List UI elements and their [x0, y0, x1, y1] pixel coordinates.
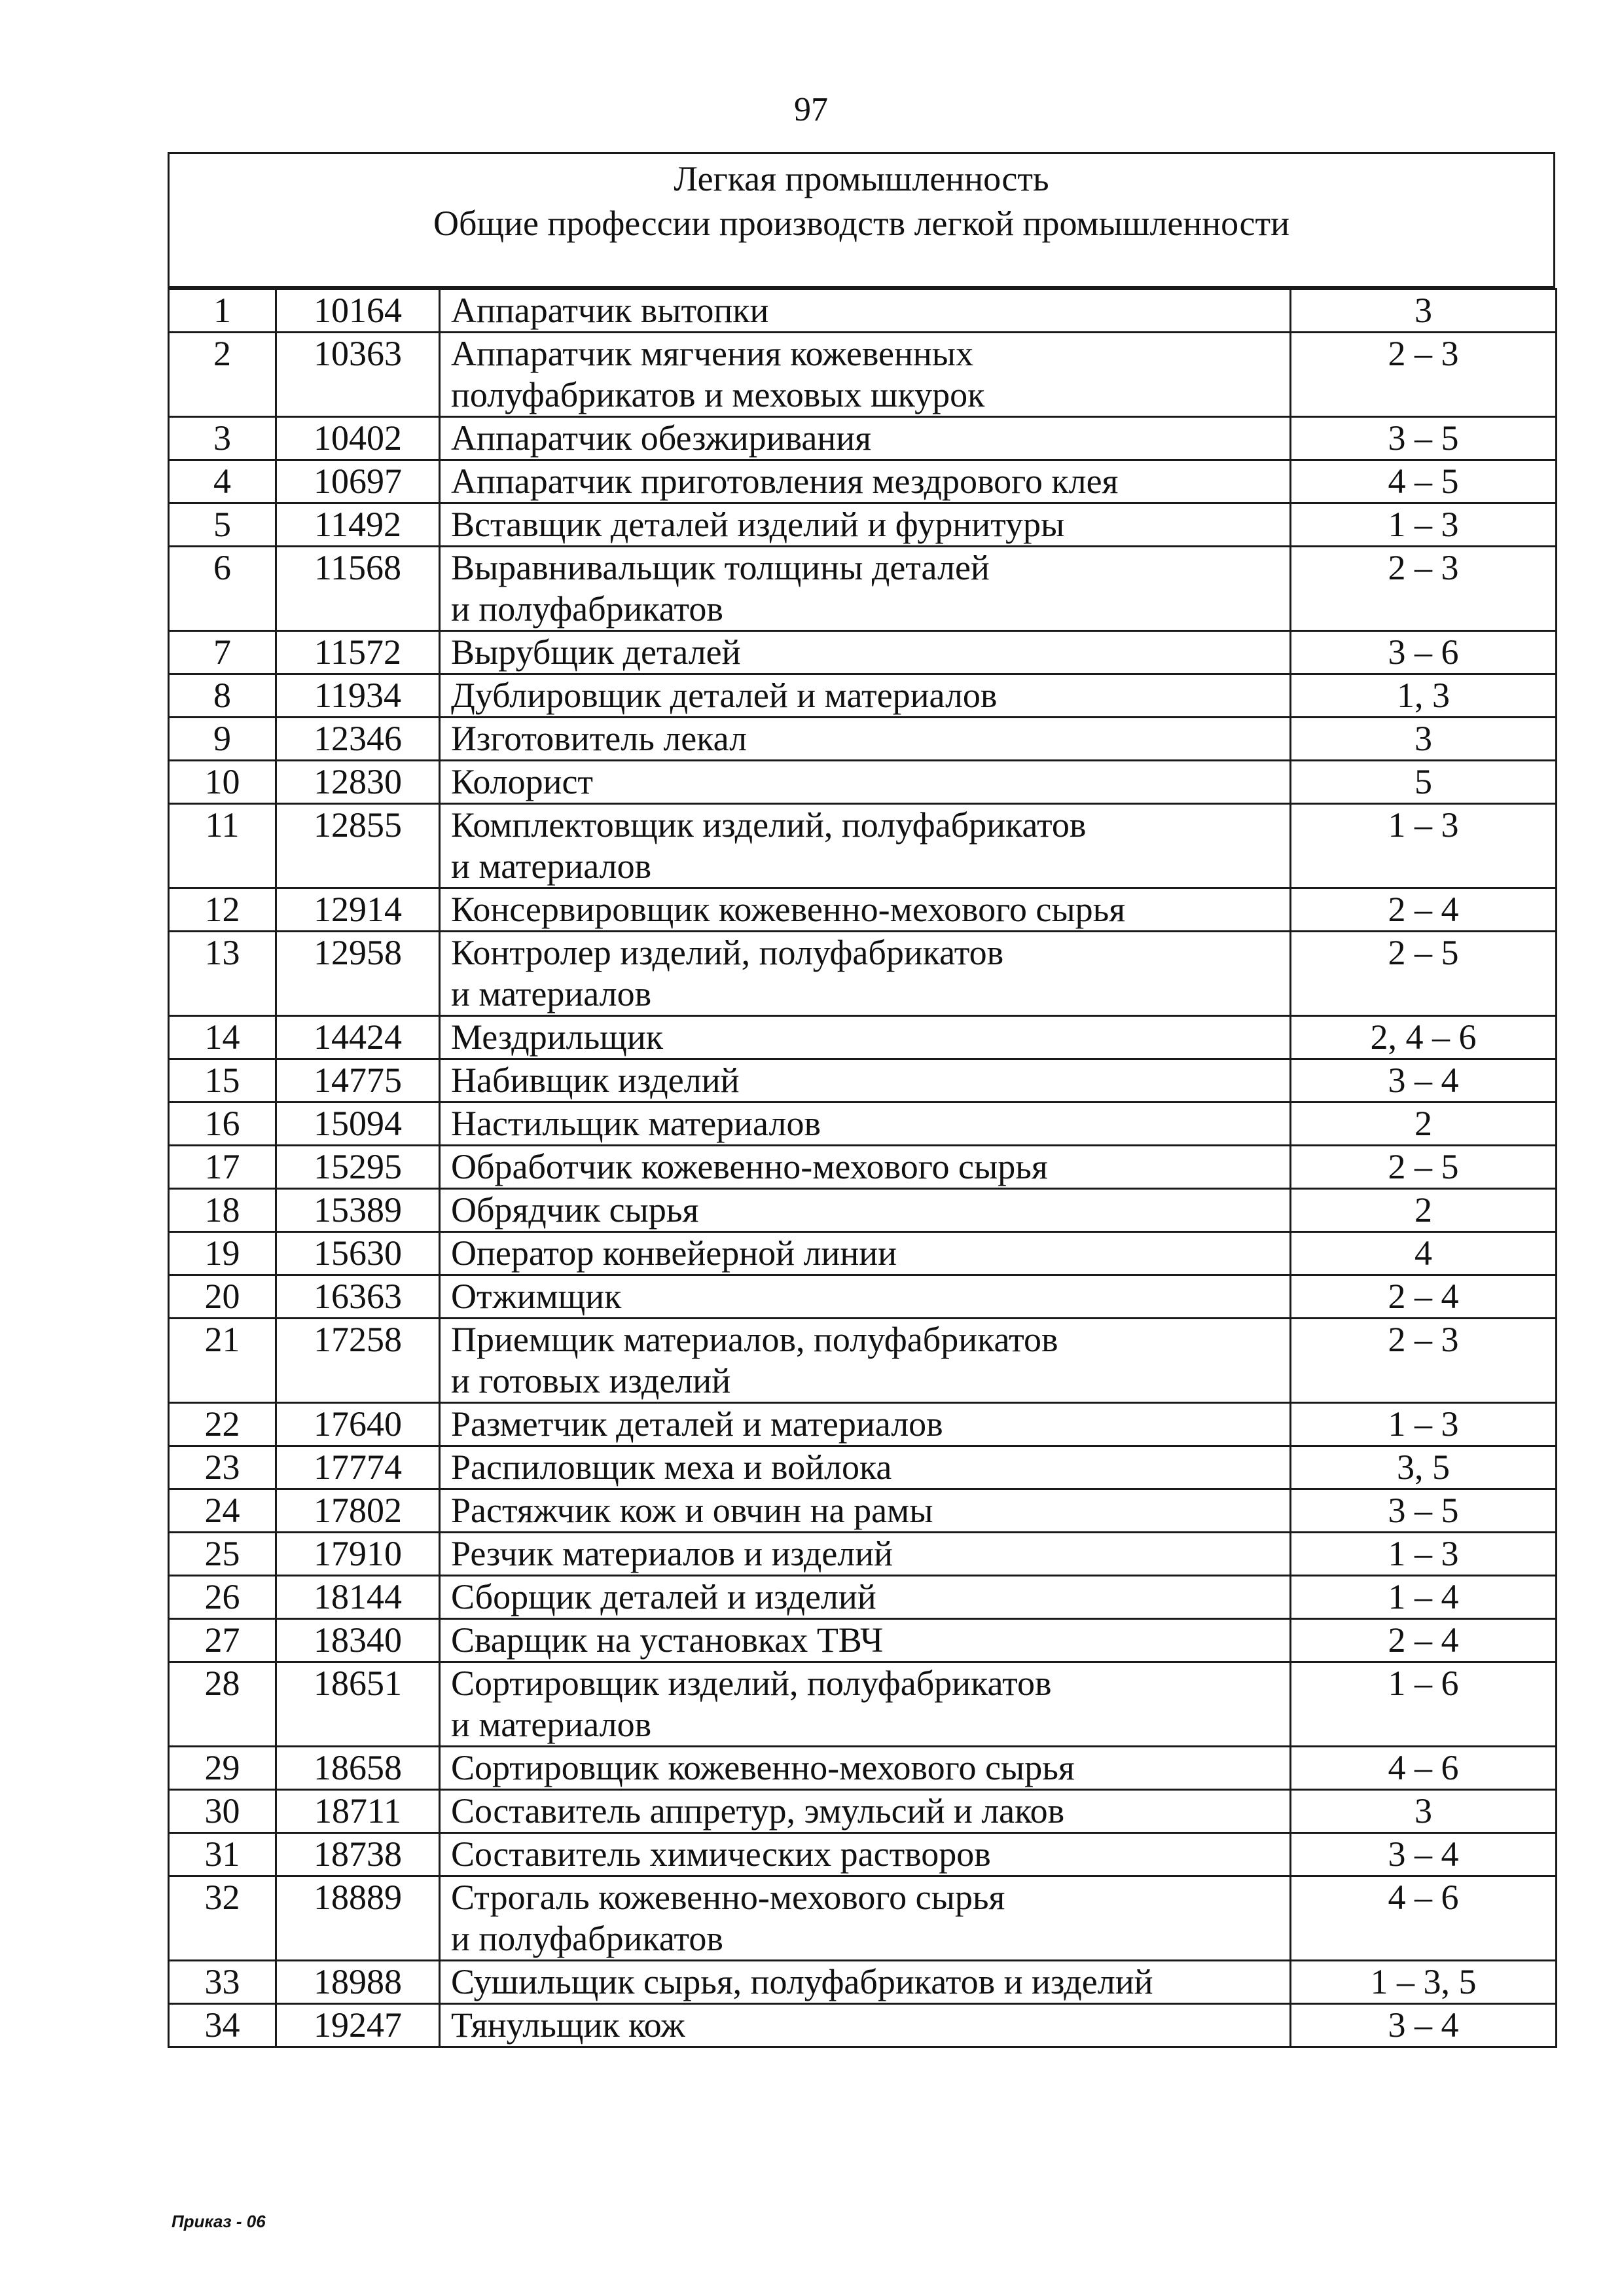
page-number: 97 — [794, 91, 828, 128]
profession-name-line: Обработчик кожевенно-мехового сырья — [451, 1147, 1048, 1186]
profession-name-line: Составитель аппретур, эмульсий и лаков — [451, 1791, 1065, 1831]
profession-name — [440, 417, 1291, 460]
table-row — [169, 503, 1557, 547]
profession-code: 16363 — [276, 1275, 440, 1319]
grade-range: 1 – 3 — [1291, 1533, 1557, 1576]
grade-range: 3 — [1291, 1790, 1557, 1833]
grade-range: 3 – 5 — [1291, 1489, 1557, 1533]
table-row — [169, 1662, 1557, 1747]
profession-name — [440, 503, 1291, 547]
profession-name — [440, 1790, 1291, 1833]
profession-name-line: Вырубщик деталей — [451, 632, 741, 672]
profession-name — [440, 1662, 1291, 1747]
profession-name — [440, 1016, 1291, 1059]
grade-range: 4 – 6 — [1291, 1876, 1557, 1961]
profession-name-line: Выравнивальщик толщины деталей — [451, 548, 990, 587]
grade-range: 2 – 5 — [1291, 1146, 1557, 1189]
profession-name-line: Приемщик материалов, полуфабрикатов — [451, 1320, 1058, 1359]
table-row — [169, 1489, 1557, 1533]
profession-name-line: Растяжчик кож и овчин на рамы — [451, 1491, 933, 1530]
profession-code: 11934 — [276, 674, 440, 718]
grade-range: 2 — [1291, 1189, 1557, 1232]
table-row — [169, 460, 1557, 503]
profession-code: 18738 — [276, 1833, 440, 1876]
table-row — [169, 674, 1557, 718]
profession-name-line: Резчик материалов и изделий — [451, 1534, 893, 1573]
row-number: 13 — [169, 932, 276, 1016]
table-row — [169, 888, 1557, 932]
profession-name — [440, 1576, 1291, 1619]
profession-name-line: Сушильщик сырья, полуфабрикатов и изделий — [451, 1962, 1153, 2001]
profession-name-line: Отжимщик — [451, 1277, 622, 1316]
profession-code: 15630 — [276, 1232, 440, 1275]
profession-code: 10363 — [276, 333, 440, 417]
profession-name — [440, 932, 1291, 1016]
profession-code: 18340 — [276, 1619, 440, 1662]
profession-code: 17802 — [276, 1489, 440, 1533]
section-title: Легкая промышленность — [674, 159, 1049, 198]
row-number: 15 — [169, 1059, 276, 1102]
profession-name-line: Мездрильщик — [451, 1017, 663, 1057]
grade-range: 2, 4 – 6 — [1291, 1016, 1557, 1059]
row-number: 5 — [169, 503, 276, 547]
profession-name-line: и материалов — [451, 1705, 652, 1744]
section-subtitle: Общие профессии производств легкой промышленности — [433, 204, 1289, 243]
grade-range: 4 — [1291, 1232, 1557, 1275]
grade-range: 4 – 6 — [1291, 1747, 1557, 1790]
row-number: 23 — [169, 1446, 276, 1489]
row-number: 29 — [169, 1747, 276, 1790]
profession-name — [440, 1619, 1291, 1662]
profession-name-line: и полуфабрикатов — [451, 1919, 723, 1958]
table-row — [169, 932, 1557, 1016]
profession-name-line: Контролер изделий, полуфабрикатов — [451, 933, 1004, 972]
table-row — [169, 1232, 1557, 1275]
grade-range: 3, 5 — [1291, 1446, 1557, 1489]
grade-range: 2 – 4 — [1291, 1275, 1557, 1319]
profession-code: 12958 — [276, 932, 440, 1016]
grade-range: 1 – 3 — [1291, 804, 1557, 888]
row-number: 6 — [169, 547, 276, 631]
grade-range: 1 – 3, 5 — [1291, 1961, 1557, 2004]
row-number: 2 — [169, 333, 276, 417]
profession-name-line: и материалов — [451, 847, 652, 886]
table-row — [169, 1189, 1557, 1232]
profession-name — [440, 1319, 1291, 1403]
profession-name — [440, 1059, 1291, 1102]
table-row — [169, 718, 1557, 761]
profession-code: 15295 — [276, 1146, 440, 1189]
table-row — [169, 1102, 1557, 1146]
profession-name-line: Сортировщик изделий, полуфабрикатов — [451, 1664, 1052, 1703]
profession-name — [440, 1275, 1291, 1319]
professions-table-body — [169, 289, 1557, 2047]
grade-range: 2 – 3 — [1291, 1319, 1557, 1403]
profession-code: 17910 — [276, 1533, 440, 1576]
grade-range: 5 — [1291, 761, 1557, 804]
profession-name-line: Составитель химических растворов — [451, 1834, 991, 1874]
table-row — [169, 289, 1557, 333]
row-number: 19 — [169, 1232, 276, 1275]
professions-table — [168, 288, 1557, 2048]
profession-name — [440, 547, 1291, 631]
profession-name — [440, 1146, 1291, 1189]
profession-name — [440, 631, 1291, 674]
profession-name-line: Аппаратчик вытопки — [451, 291, 769, 330]
profession-name-line: Сортировщик кожевенно-мехового сырья — [451, 1748, 1075, 1787]
profession-name-line: Сварщик на установках ТВЧ — [451, 1620, 884, 1660]
profession-name-line: Аппаратчик мягчения кожевенных — [451, 334, 974, 373]
profession-name — [440, 1747, 1291, 1790]
profession-name-line: Дублировщик деталей и материалов — [451, 676, 998, 715]
row-number: 28 — [169, 1662, 276, 1747]
table-row — [169, 1146, 1557, 1189]
grade-range: 2 — [1291, 1102, 1557, 1146]
grade-range: 3 – 6 — [1291, 631, 1557, 674]
profession-name — [440, 761, 1291, 804]
profession-name-line: Тянульщик кож — [451, 2005, 685, 2045]
table-row — [169, 1747, 1557, 1790]
profession-name — [440, 718, 1291, 761]
profession-code: 14424 — [276, 1016, 440, 1059]
profession-code: 14775 — [276, 1059, 440, 1102]
row-number: 1 — [169, 289, 276, 333]
table-row — [169, 804, 1557, 888]
profession-code: 17774 — [276, 1446, 440, 1489]
row-number: 7 — [169, 631, 276, 674]
row-number: 9 — [169, 718, 276, 761]
profession-code: 11568 — [276, 547, 440, 631]
profession-code: 18651 — [276, 1662, 440, 1747]
profession-code: 10164 — [276, 289, 440, 333]
profession-name-line: Аппаратчик приготовления мездрового клея — [451, 462, 1119, 501]
row-number: 34 — [169, 2004, 276, 2047]
table-row — [169, 1446, 1557, 1489]
profession-name — [440, 1189, 1291, 1232]
grade-range: 1 – 6 — [1291, 1662, 1557, 1747]
row-number: 33 — [169, 1961, 276, 2004]
table-row — [169, 1619, 1557, 1662]
grade-range: 3 – 4 — [1291, 1059, 1557, 1102]
profession-code: 18711 — [276, 1790, 440, 1833]
profession-code: 15094 — [276, 1102, 440, 1146]
grade-range: 3 — [1291, 718, 1557, 761]
row-number: 3 — [169, 417, 276, 460]
profession-name-line: Сборщик деталей и изделий — [451, 1577, 876, 1616]
profession-code: 18658 — [276, 1747, 440, 1790]
profession-name-line: Оператор конвейерной линии — [451, 1233, 897, 1273]
row-number: 17 — [169, 1146, 276, 1189]
table-row — [169, 1275, 1557, 1319]
table-row — [169, 1876, 1557, 1961]
profession-name-line: Изготовитель лекал — [451, 719, 748, 758]
profession-name — [440, 1533, 1291, 1576]
profession-name — [440, 1833, 1291, 1876]
profession-name — [440, 1232, 1291, 1275]
profession-name-line: полуфабрикатов и меховых шкурок — [451, 375, 985, 414]
profession-name — [440, 460, 1291, 503]
grade-range: 2 – 5 — [1291, 932, 1557, 1016]
row-number: 16 — [169, 1102, 276, 1146]
profession-code: 10402 — [276, 417, 440, 460]
profession-name — [440, 674, 1291, 718]
table-header — [168, 152, 1555, 288]
row-number: 21 — [169, 1319, 276, 1403]
row-number: 26 — [169, 1576, 276, 1619]
row-number: 18 — [169, 1189, 276, 1232]
table-row — [169, 1790, 1557, 1833]
profession-name — [440, 804, 1291, 888]
row-number: 25 — [169, 1533, 276, 1576]
profession-name — [440, 289, 1291, 333]
profession-name — [440, 1876, 1291, 1961]
row-number: 4 — [169, 460, 276, 503]
profession-code: 12346 — [276, 718, 440, 761]
profession-name-line: Консервировщик кожевенно-мехового сырья — [451, 890, 1126, 929]
profession-name-line: Комплектовщик изделий, полуфабрикатов — [451, 805, 1087, 845]
profession-name-line: Разметчик деталей и материалов — [451, 1404, 943, 1444]
grade-range: 3 – 4 — [1291, 1833, 1557, 1876]
profession-code: 11492 — [276, 503, 440, 547]
profession-name — [440, 1102, 1291, 1146]
profession-name — [440, 888, 1291, 932]
profession-name — [440, 2004, 1291, 2047]
profession-name-line: и полуфабрикатов — [451, 589, 723, 629]
profession-code: 11572 — [276, 631, 440, 674]
profession-code: 19247 — [276, 2004, 440, 2047]
table-row — [169, 1533, 1557, 1576]
row-number: 8 — [169, 674, 276, 718]
profession-name — [440, 1403, 1291, 1446]
profession-code: 15389 — [276, 1189, 440, 1232]
grade-range: 1, 3 — [1291, 674, 1557, 718]
row-number: 27 — [169, 1619, 276, 1662]
profession-name-line: Строгаль кожевенно-мехового сырья — [451, 1878, 1005, 1917]
table-row — [169, 417, 1557, 460]
row-number: 10 — [169, 761, 276, 804]
profession-code: 12855 — [276, 804, 440, 888]
grade-range: 1 – 3 — [1291, 1403, 1557, 1446]
grade-range: 3 — [1291, 289, 1557, 333]
profession-name-line: Колорист — [451, 762, 594, 801]
profession-code: 18889 — [276, 1876, 440, 1961]
row-number: 12 — [169, 888, 276, 932]
row-number: 24 — [169, 1489, 276, 1533]
profession-code: 18144 — [276, 1576, 440, 1619]
grade-range: 2 – 4 — [1291, 888, 1557, 932]
table-row — [169, 333, 1557, 417]
table-row — [169, 761, 1557, 804]
row-number: 22 — [169, 1403, 276, 1446]
grade-range: 1 – 4 — [1291, 1576, 1557, 1619]
profession-name-line: Настильщик материалов — [451, 1104, 821, 1143]
profession-code: 18988 — [276, 1961, 440, 2004]
table-row — [169, 1059, 1557, 1102]
table-row — [169, 631, 1557, 674]
grade-range: 1 – 3 — [1291, 503, 1557, 547]
row-number: 31 — [169, 1833, 276, 1876]
profession-name-line: Аппаратчик обезжиривания — [451, 418, 871, 458]
profession-code: 17640 — [276, 1403, 440, 1446]
profession-name — [440, 1961, 1291, 2004]
table-row — [169, 1833, 1557, 1876]
grade-range: 3 – 5 — [1291, 417, 1557, 460]
row-number: 20 — [169, 1275, 276, 1319]
profession-name — [440, 1489, 1291, 1533]
grade-range: 2 – 4 — [1291, 1619, 1557, 1662]
profession-name — [440, 333, 1291, 417]
table-row — [169, 547, 1557, 631]
row-number: 32 — [169, 1876, 276, 1961]
profession-name-line: Распиловщик меха и войлока — [451, 1448, 892, 1487]
profession-name-line: Набивщик изделий — [451, 1061, 740, 1100]
profession-name-line: и готовых изделий — [451, 1361, 731, 1400]
table-row — [169, 1319, 1557, 1403]
grade-range: 4 – 5 — [1291, 460, 1557, 503]
footer-order-label: Приказ - 06 — [171, 2212, 266, 2231]
profession-code: 10697 — [276, 460, 440, 503]
profession-name-line: Вставщик деталей изделий и фурнитуры — [451, 505, 1065, 544]
grade-range: 2 – 3 — [1291, 333, 1557, 417]
row-number: 11 — [169, 804, 276, 888]
profession-code: 12830 — [276, 761, 440, 804]
table-row — [169, 1016, 1557, 1059]
profession-code: 12914 — [276, 888, 440, 932]
row-number: 14 — [169, 1016, 276, 1059]
table-row — [169, 1403, 1557, 1446]
profession-code: 17258 — [276, 1319, 440, 1403]
profession-name-line: и материалов — [451, 974, 652, 1013]
table-row — [169, 1576, 1557, 1619]
grade-range: 3 – 4 — [1291, 2004, 1557, 2047]
row-number: 30 — [169, 1790, 276, 1833]
profession-name-line: Обрядчик сырья — [451, 1190, 699, 1230]
grade-range: 2 – 3 — [1291, 547, 1557, 631]
profession-name — [440, 1446, 1291, 1489]
table-row — [169, 1961, 1557, 2004]
table-row — [169, 2004, 1557, 2047]
